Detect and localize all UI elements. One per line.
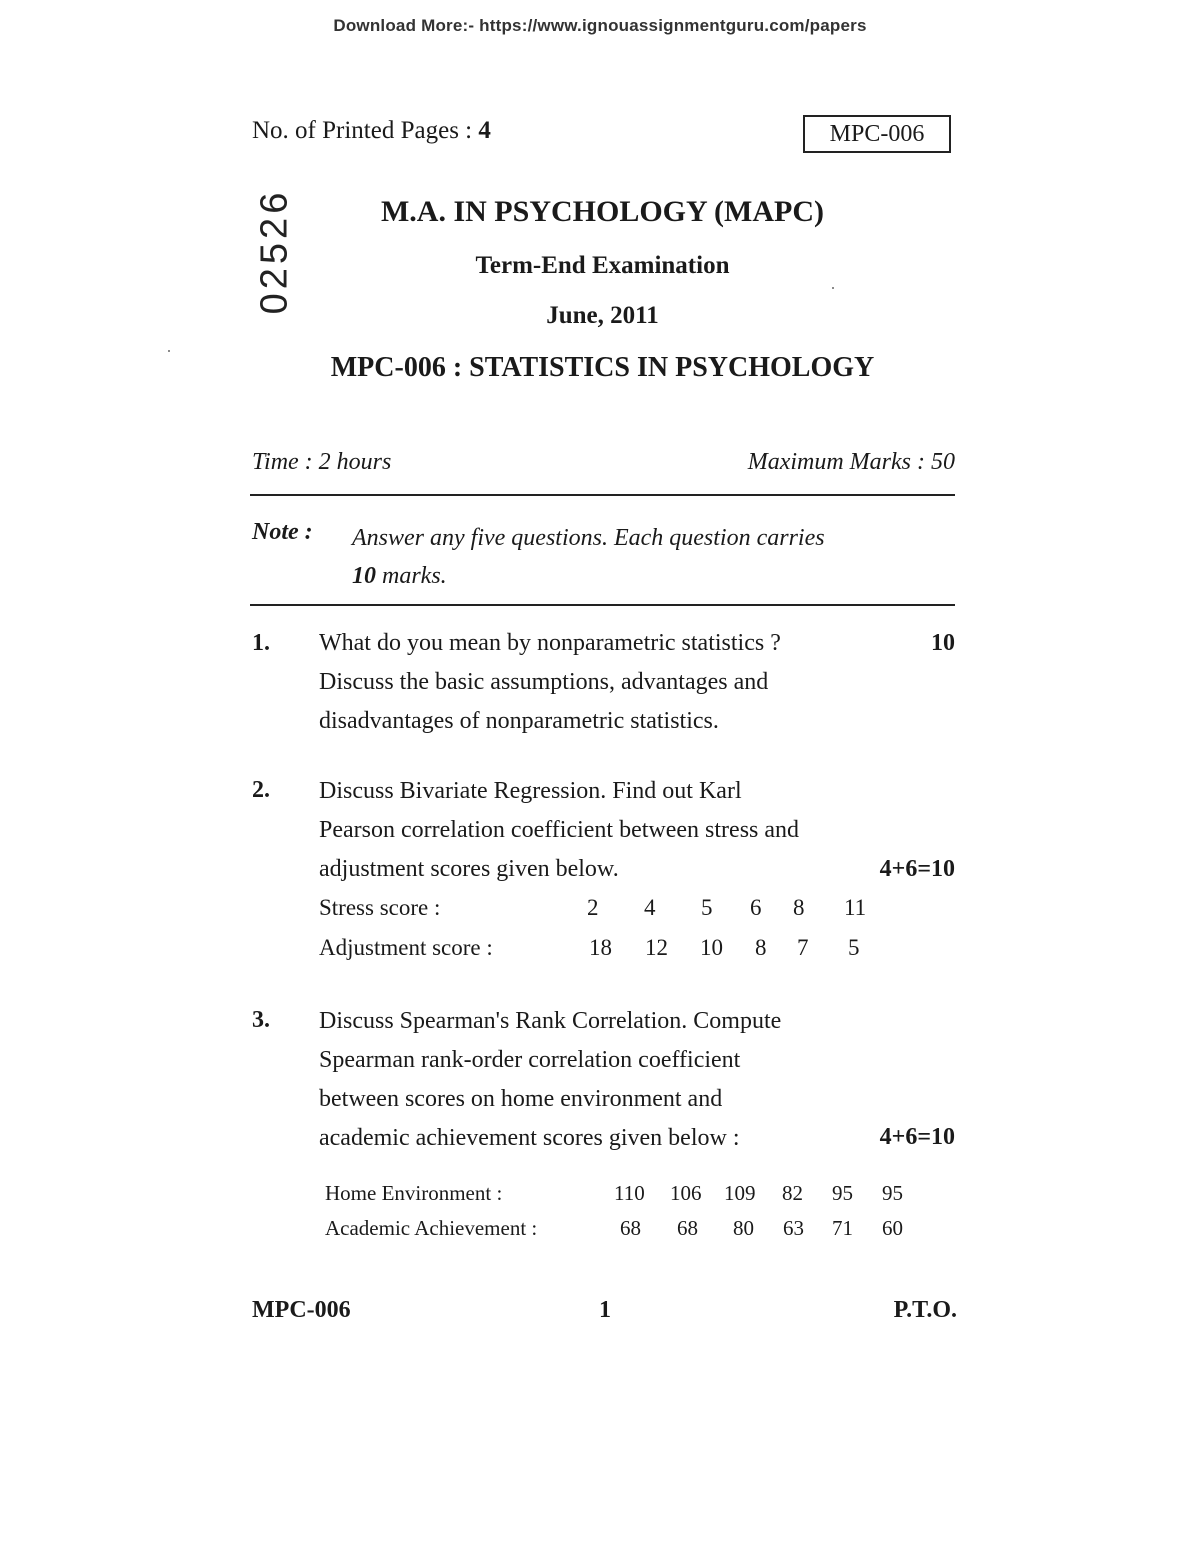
maximum-marks: Maximum Marks : 50 [747, 449, 955, 475]
table-row-label: Stress score : [319, 895, 441, 920]
question-2-line-1: Discuss Bivariate Regression. Find out Karl [319, 778, 742, 804]
table-cell: 110 [614, 1181, 645, 1205]
printed-pages-label: No. of Printed Pages : [252, 117, 473, 144]
table-cell: 71 [832, 1216, 853, 1240]
question-2-line-3: adjustment scores given below. [319, 856, 619, 882]
course-title: MPC-006 : STATISTICS IN PSYCHOLOGY [330, 352, 875, 383]
question-2-text [319, 772, 889, 889]
note-marks: 10 [352, 563, 376, 589]
table-cell: 6 [750, 895, 762, 920]
note-text-part1: Answer any five questions. Each question carries [352, 525, 825, 551]
printed-pages [252, 117, 491, 145]
exam-title: Term-End Examination [475, 252, 730, 279]
table-row-label: Academic Achievement : [325, 1216, 538, 1240]
table-cell: 106 [670, 1181, 702, 1205]
question-1-number: 1. [252, 630, 270, 656]
table-cell: 8 [793, 895, 805, 920]
table-cell: 12 [645, 935, 668, 960]
download-banner: Download More:- https://www.ignouassignmentguru.com/papers [333, 16, 867, 35]
table-cell: 5 [701, 895, 713, 920]
table-cell: 11 [844, 895, 867, 920]
question-3-line-4: academic achievement scores given below : [319, 1125, 740, 1151]
question-1-text [319, 624, 889, 741]
table-cell: 4 [644, 895, 656, 920]
footer-course-code: MPC-006 [252, 1297, 351, 1323]
question-3-line-2: Spearman rank-order correlation coefficient [319, 1047, 741, 1073]
table-cell: 95 [882, 1181, 903, 1205]
note-text [352, 519, 955, 595]
table-cell: 82 [782, 1181, 803, 1205]
table-cell: 7 [797, 935, 809, 960]
question-2-line-2: Pearson correlation coefficient between stress and [319, 817, 800, 843]
question-1-marks: 10 [931, 630, 955, 656]
footer-pto: P.T.O. [893, 1297, 957, 1323]
question-3-line-3: between scores on home environment and [319, 1086, 723, 1112]
question-1-line-1: What do you mean by nonparametric statistics ? [319, 630, 781, 656]
serial-number: 02526 [253, 188, 296, 315]
footer-page-number: 1 [599, 1297, 611, 1323]
course-code-box: MPC-006 [803, 115, 951, 153]
table-cell: 18 [589, 935, 612, 960]
table-cell: 95 [832, 1181, 853, 1205]
divider-rule [250, 604, 955, 606]
question-3-number: 3. [252, 1007, 270, 1033]
scan-speck [832, 287, 834, 289]
question-2-marks: 4+6=10 [879, 856, 955, 882]
table-cell: 2 [587, 895, 599, 920]
table-cell: 80 [733, 1216, 754, 1240]
question-1-line-3: disadvantages of nonparametric statistics. [319, 708, 719, 734]
printed-pages-value: 4 [478, 117, 491, 144]
question-3-marks: 4+6=10 [879, 1124, 955, 1150]
note-text-part2: marks. [382, 563, 447, 589]
programme-title: M.A. IN PSYCHOLOGY (MAPC) [380, 195, 824, 228]
note-label: Note : [252, 519, 313, 545]
table-cell: 109 [724, 1181, 756, 1205]
time-allowed: Time : 2 hours [252, 449, 392, 475]
divider-rule [250, 494, 955, 496]
question-1-line-2: Discuss the basic assumptions, advantages and [319, 669, 769, 695]
table-cell: 60 [882, 1216, 903, 1240]
table-cell: 68 [620, 1216, 641, 1240]
table-cell: 8 [755, 935, 767, 960]
question-3-line-1: Discuss Spearman's Rank Correlation. Compute [319, 1008, 782, 1034]
table-row-label: Home Environment : [325, 1181, 503, 1205]
question-2-number: 2. [252, 777, 270, 803]
table-row-label: Adjustment score : [319, 935, 493, 960]
table-cell: 5 [848, 935, 860, 960]
scan-speck [168, 350, 170, 352]
exam-date: June, 2011 [546, 302, 659, 329]
question-3-text [319, 1002, 889, 1158]
table-cell: 10 [700, 935, 723, 960]
table-cell: 63 [783, 1216, 804, 1240]
table-cell: 68 [677, 1216, 698, 1240]
